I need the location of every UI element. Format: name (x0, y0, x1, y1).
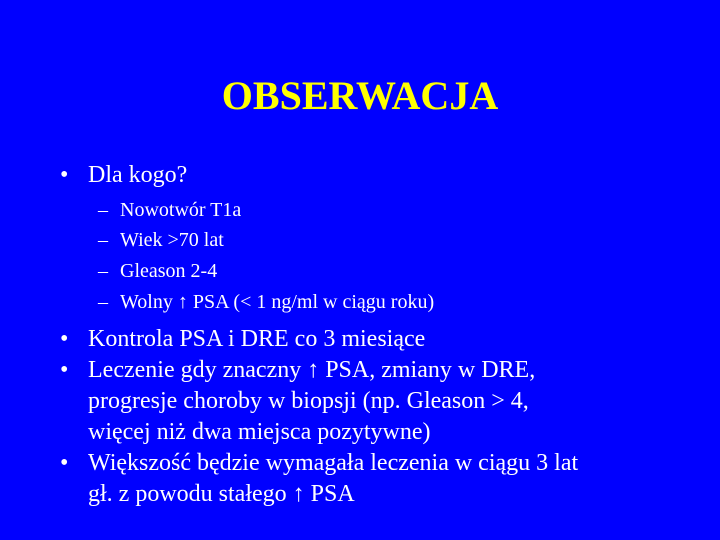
bullet-item (60, 324, 425, 355)
sub-bullet-item (98, 195, 241, 225)
sub-bullet-text: Wiek >70 lat (120, 229, 224, 251)
dash-icon: – (98, 260, 108, 282)
bullet-text: Kontrola PSA i DRE co 3 miesiące (88, 326, 426, 352)
bullet-text: Większość będzie wymagała leczenia w ciągu 3 lat (88, 450, 579, 476)
bullet-text-continuation: progresje choroby w biopsji (np. Gleason > 4, (88, 388, 529, 414)
sub-bullet-item (98, 256, 217, 286)
bullet-icon: • (60, 162, 69, 188)
bullet-icon: • (60, 326, 69, 352)
sub-bullet-item (98, 225, 224, 255)
bullet-text: Dla kogo? (88, 162, 188, 188)
bullet-item (60, 355, 535, 386)
sub-bullet-text: Wolny ↑ PSA (< 1 ng/ml w ciągu roku) (120, 291, 435, 313)
bullet-item (60, 160, 187, 191)
sub-bullet-text: Gleason 2-4 (120, 260, 218, 282)
dash-icon: – (98, 199, 108, 221)
sub-bullet-text: Nowotwór T1a (120, 199, 242, 221)
bullet-text-continuation: gł. z powodu stałego ↑ PSA (88, 481, 355, 507)
slide-title: OBSERWACJA (221, 73, 499, 118)
dash-icon: – (98, 291, 108, 313)
bullet-icon: • (60, 450, 69, 476)
bullet-text: Leczenie gdy znaczny ↑ PSA, zmiany w DRE, (88, 357, 536, 383)
bullet-text-continuation: więcej niż dwa miejsca pozytywne) (88, 419, 431, 445)
bullet-icon: • (60, 357, 69, 383)
sub-bullet-item (98, 287, 434, 317)
bullet-item (60, 448, 578, 479)
dash-icon: – (98, 229, 108, 251)
